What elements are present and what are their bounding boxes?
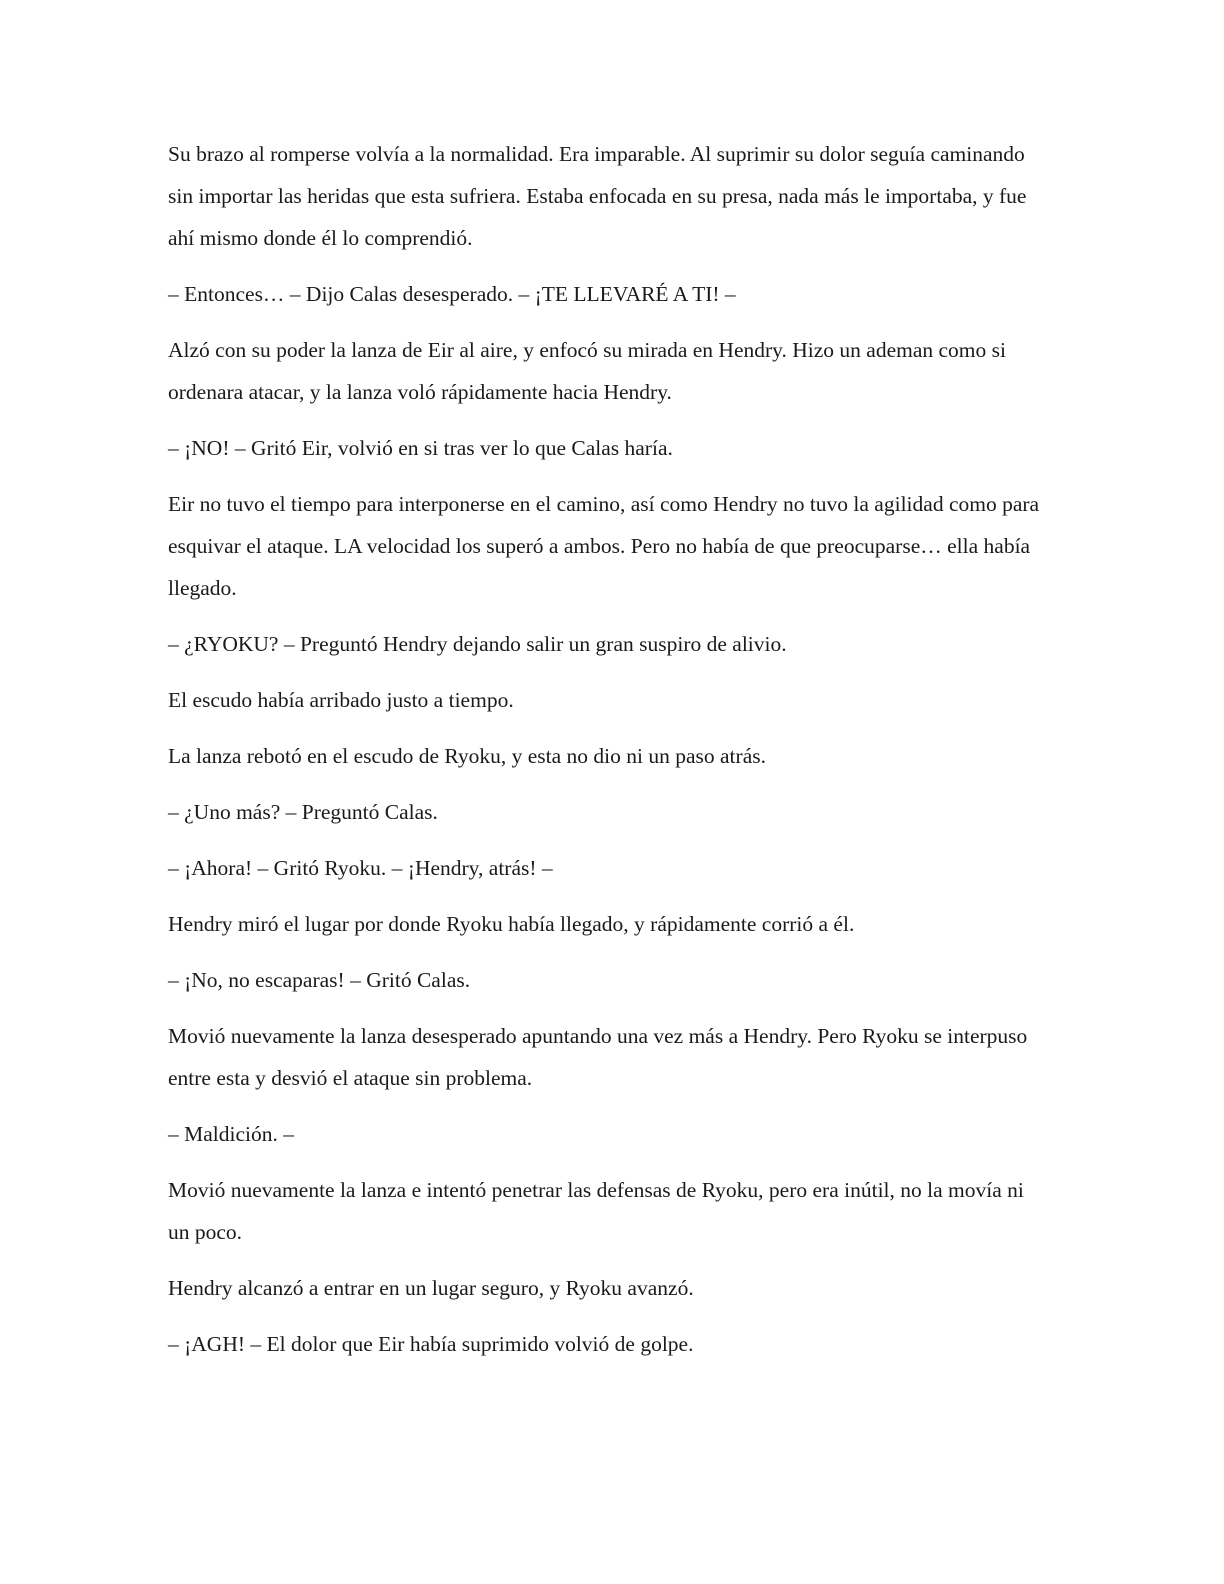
paragraph: – ¿Uno más? – Preguntó Calas. bbox=[168, 800, 438, 824]
paragraph: – ¡No, no escaparas! – Gritó Calas. bbox=[168, 968, 471, 992]
paragraph: – ¿RYOKU? – Preguntó Hendry dejando salir un gran suspiro de alivio. bbox=[168, 632, 787, 656]
paragraph: Movió nuevamente la lanza desesperado apuntando una vez más a Hendry. Pero Ryoku se interpuso entre esta y desvió el ataque sin problema. bbox=[168, 1024, 1028, 1090]
paragraph: Movió nuevamente la lanza e intentó penetrar las defensas de Ryoku, pero era inútil, no la movía ni un poco. bbox=[168, 1178, 1024, 1244]
paragraph: – ¡Ahora! – Gritó Ryoku. – ¡Hendry, atrás! – bbox=[168, 856, 553, 880]
paragraph: Hendry alcanzó a entrar en un lugar seguro, y Ryoku avanzó. bbox=[168, 1276, 694, 1300]
paragraph: – ¡AGH! – El dolor que Eir había suprimido volvió de golpe. bbox=[168, 1332, 694, 1356]
paragraph: – Entonces… – Dijo Calas desesperado. – ¡TE LLEVARÉ A TI! – bbox=[168, 282, 736, 306]
paragraph: Alzó con su poder la lanza de Eir al aire, y enfocó su mirada en Hendry. Hizo un ademan como si ordenara atacar, y la lanza voló rápidamente hacia Hendry. bbox=[168, 338, 1006, 404]
document-body bbox=[168, 133, 1048, 1379]
paragraph: Eir no tuvo el tiempo para interponerse en el camino, así como Hendry no tuvo la agilidad como para esquivar el ataque. LA velocidad los superó a ambos. Pero no había de que preocuparse… ella había llegado. bbox=[168, 492, 1040, 600]
paragraph: La lanza rebotó en el escudo de Ryoku, y esta no dio ni un paso atrás. bbox=[168, 744, 766, 768]
paragraph: Su brazo al romperse volvía a la normalidad. Era imparable. Al suprimir su dolor seguía caminando sin importar las heridas que esta sufriera. Estaba enfocada en su presa, nada más le importaba, y fue ahí mismo donde él lo comprendió. bbox=[168, 142, 1027, 250]
paragraph: – Maldición. – bbox=[168, 1122, 294, 1146]
paragraph: El escudo había arribado justo a tiempo. bbox=[168, 688, 514, 712]
paragraph: Hendry miró el lugar por donde Ryoku había llegado, y rápidamente corrió a él. bbox=[168, 912, 855, 936]
paragraph: – ¡NO! – Gritó Eir, volvió en si tras ver lo que Calas haría. bbox=[168, 436, 673, 460]
